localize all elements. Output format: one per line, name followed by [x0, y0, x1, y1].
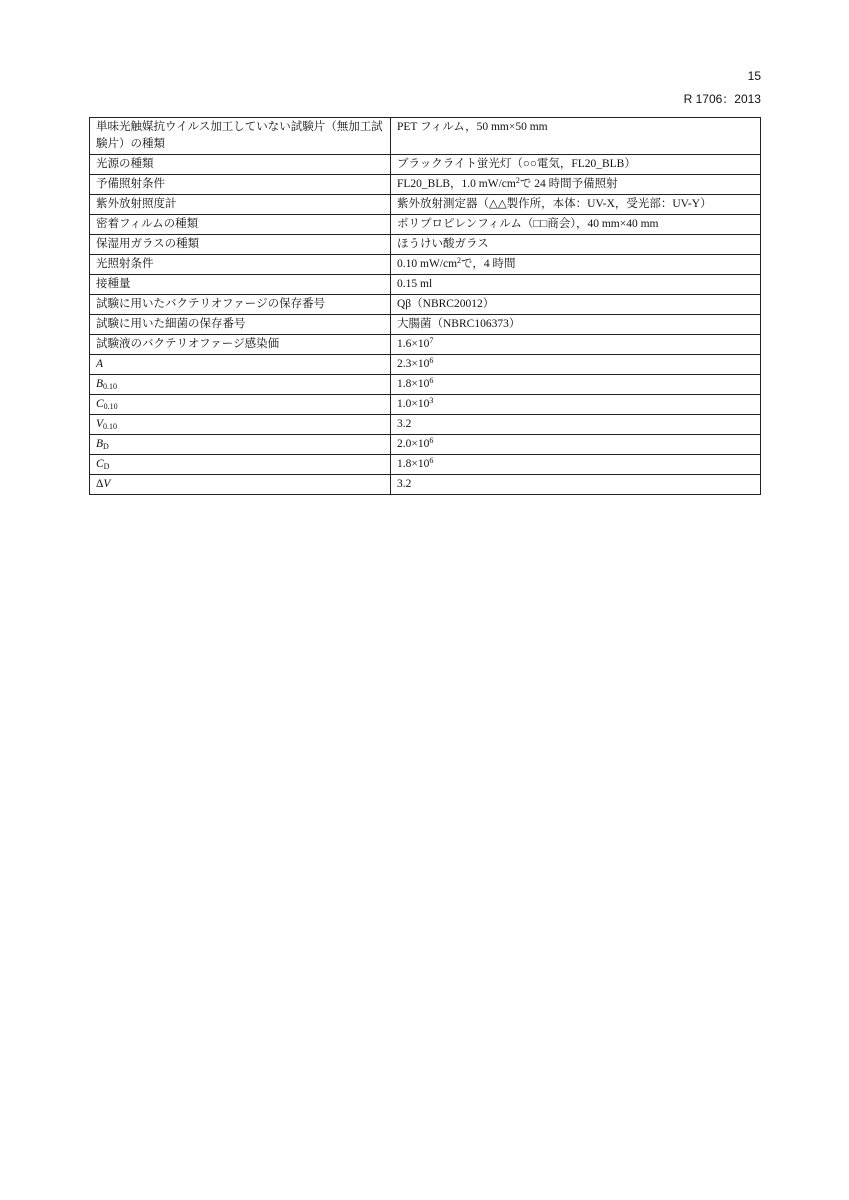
row-value [391, 355, 761, 375]
row-value: ブラックライト蛍光灯（○○電気，FL20_BLB） [391, 155, 761, 175]
page-number: 15 [747, 69, 761, 83]
row-value [391, 395, 761, 415]
value-superscript: 2 [457, 256, 462, 265]
row-value [391, 175, 761, 195]
symbol-subscript: 0.10 [103, 402, 118, 411]
value-text-suffix: で 24 時間予備照射 [519, 178, 618, 190]
table-row [90, 235, 761, 255]
table-row [90, 118, 761, 155]
value-superscript: 6 [429, 456, 434, 465]
symbol-prefix: Δ [96, 478, 104, 490]
row-value: 3.2 [391, 475, 761, 495]
test-parameters-table [89, 117, 761, 495]
table-row [90, 255, 761, 275]
row-symbol [90, 475, 391, 495]
symbol-text: B [96, 438, 104, 450]
value-superscript: 2 [515, 176, 520, 185]
row-label: 密着フィルムの種類 [90, 215, 391, 235]
symbol-subscript: D [103, 462, 110, 471]
row-value: 3.2 [391, 415, 761, 435]
row-value [391, 335, 761, 355]
row-value [391, 255, 761, 275]
value-text: FL20_BLB，1.0 mW/cm [397, 178, 516, 190]
value-text: 1.8×10 [397, 458, 430, 470]
row-value: 大腸菌（NBRC106373） [391, 315, 761, 335]
symbol-subscript: D [103, 442, 109, 451]
value-superscript: 7 [429, 336, 434, 345]
row-symbol [90, 435, 391, 455]
symbol-text: V [103, 478, 111, 490]
row-label: 保湿用ガラスの種類 [90, 235, 391, 255]
row-symbol [90, 375, 391, 395]
row-label: 光源の種類 [90, 155, 391, 175]
value-superscript: 6 [429, 376, 434, 385]
row-value: ほうけい酸ガラス [391, 235, 761, 255]
row-symbol [90, 455, 391, 475]
value-superscript: 6 [429, 436, 434, 445]
row-value: 紫外放射測定器（△△製作所，本体：UV-X，受光部：UV-Y） [391, 195, 761, 215]
value-text: 1.6×10 [397, 338, 430, 350]
row-value [391, 375, 761, 395]
table-row [90, 435, 761, 455]
table-row [90, 355, 761, 375]
row-value: PET フィルム，50 mm×50 mm [391, 118, 761, 155]
row-label: 予備照射条件 [90, 175, 391, 195]
symbol-text: V [96, 418, 104, 430]
table-row [90, 335, 761, 355]
table-row [90, 155, 761, 175]
row-label: 単味光触媒抗ウイルス加工していない試験片（無加工試験片）の種類 [90, 118, 391, 155]
standard-id: R 1706：2013 [683, 92, 761, 106]
table-row [90, 275, 761, 295]
row-value [391, 435, 761, 455]
value-text: 0.10 mW/cm [397, 258, 458, 270]
symbol-text: C [96, 458, 104, 470]
value-text-suffix: で，4 時間 [461, 258, 516, 270]
table-row [90, 415, 761, 435]
row-value [391, 455, 761, 475]
symbol-subscript: 0.10 [103, 422, 118, 431]
row-symbol [90, 395, 391, 415]
table-row [90, 455, 761, 475]
row-label: 光照射条件 [90, 255, 391, 275]
value-text: 2.0×10 [397, 438, 430, 450]
value-superscript: 3 [429, 396, 434, 405]
value-text: 2.3×10 [397, 358, 430, 370]
row-label: 紫外放射照度計 [90, 195, 391, 215]
table-row [90, 215, 761, 235]
row-value: ポリプロピレンフィルム（□□商会），40 mm×40 mm [391, 215, 761, 235]
row-label: 試験に用いた細菌の保存番号 [90, 315, 391, 335]
symbol-text: C [96, 398, 104, 410]
table-row [90, 175, 761, 195]
value-superscript: 6 [429, 356, 434, 365]
symbol-text: A [96, 358, 104, 370]
row-label: 試験に用いたバクテリオファージの保存番号 [90, 295, 391, 315]
table-row [90, 195, 761, 215]
symbol-subscript: 0.10 [103, 382, 118, 391]
table-row [90, 475, 761, 495]
row-label: 接種量 [90, 275, 391, 295]
row-label: 試験液のバクテリオファージ感染価 [90, 335, 391, 355]
row-value: Qβ（NBRC20012） [391, 295, 761, 315]
symbol-text: B [96, 378, 104, 390]
value-text: 1.8×10 [397, 378, 430, 390]
table-row [90, 315, 761, 335]
table-row [90, 395, 761, 415]
row-symbol [90, 355, 391, 375]
value-text: 1.0×10 [397, 398, 430, 410]
table-row [90, 375, 761, 395]
row-value: 0.15 ml [391, 275, 761, 295]
table-row [90, 295, 761, 315]
row-symbol [90, 415, 391, 435]
